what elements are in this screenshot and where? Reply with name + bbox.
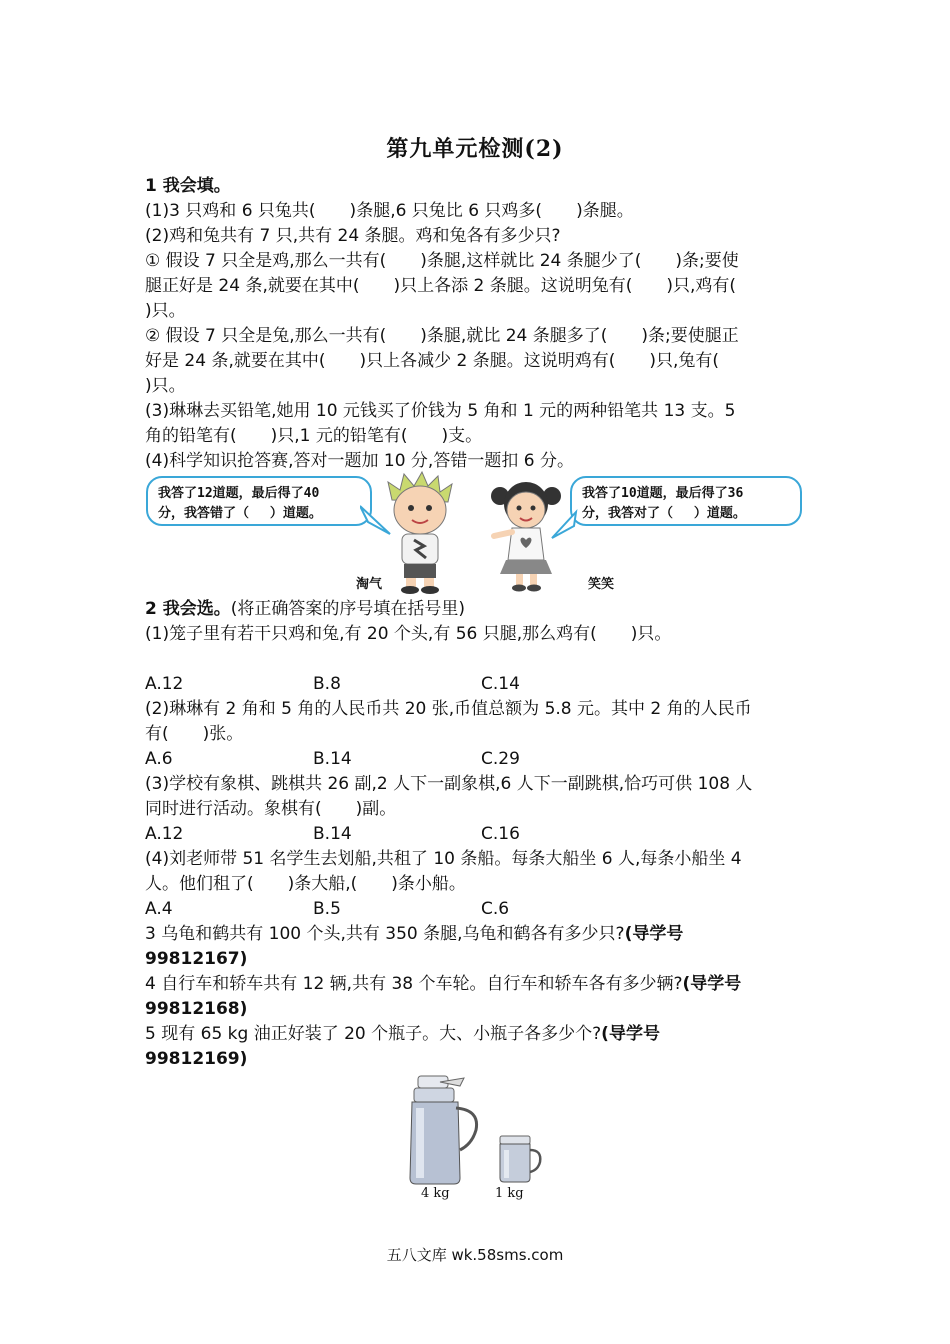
s2-q3-option-c: C.16	[481, 824, 520, 844]
s3-ref-label: (导学号	[624, 924, 684, 944]
s4-ref-number: 99812168)	[145, 999, 248, 1019]
s3-question	[145, 922, 815, 947]
bubble-girl-line1: 我答了10道题，最后得了36	[582, 486, 744, 501]
s3-text: 3 乌龟和鹤共有 100 个头,共有 350 条腿,乌龟和鹤各有多少只?	[145, 924, 625, 944]
s2-q4-option-c: C.6	[481, 899, 510, 919]
page-title: 第九单元检测(2)	[386, 136, 564, 162]
s3-ref-number: 99812167)	[145, 949, 248, 969]
s1-q3-line2: 角的铅笔有( )只,1 元的铅笔有( )支。	[145, 426, 483, 446]
s2-q1: (1)笼子里有若干只鸡和兔,有 20 个头,有 56 只腿,那么鸡有( )只。	[145, 624, 672, 644]
s2-q4-option-a: A.4	[145, 899, 173, 919]
s2-q2-option-a: A.6	[145, 749, 173, 769]
small-bottle-label: 1 kg	[495, 1186, 524, 1201]
s2-q2-option-c: C.29	[481, 749, 520, 769]
speech-bubble-boy	[146, 476, 372, 526]
speech-bubble-girl	[570, 476, 802, 526]
s5-text: 5 现有 65 kg 油正好装了 20 个瓶子。大、小瓶子各多少个?	[145, 1024, 602, 1044]
s4-ref-label: (导学号	[682, 974, 742, 994]
s2-q3-option-a: A.12	[145, 824, 184, 844]
girl-illustration	[484, 470, 568, 594]
small-bottle-illustration	[496, 1134, 546, 1184]
bubble-boy-line2: 分，我答错了（ ）道题。	[158, 506, 322, 521]
s2-q4-option-b: B.5	[313, 899, 341, 919]
s2-q3-line2: 同时进行活动。象棋有( )副。	[145, 799, 397, 819]
s2-q2-option-b: B.14	[313, 749, 352, 769]
s2-q3-line1: (3)学校有象棋、跳棋共 26 副,2 人下一副象棋,6 人下一副跳棋,恰巧可供 108 人	[145, 774, 753, 794]
s2-q2-line1: (2)琳琳有 2 角和 5 角的人民币共 20 张,币值总额为 5.8 元。其中 2 角的人民币	[145, 699, 752, 719]
section1-heading: 1 我会填。	[145, 176, 231, 196]
girl-name-label: 笑笑	[588, 577, 615, 592]
s1-q3-line1: (3)琳琳去买铅笔,她用 10 元钱买了价钱为 5 角和 1 元的两种铅笔共 13 支。5	[145, 401, 736, 421]
footer-watermark: 五八文库 wk.58sms.com	[386, 1246, 564, 1264]
boy-name-label: 淘气	[356, 577, 383, 592]
s2-q4-options	[145, 897, 815, 922]
s2-q4-line1: (4)刘老师带 51 名学生去划船,共租了 10 条船。每条大船坐 6 人,每条小船坐 4	[145, 849, 742, 869]
section2-heading	[145, 597, 815, 622]
s1-q1: (1)3 只鸡和 6 只兔共( )条腿,6 只兔比 6 只鸡多( )条腿。	[145, 201, 634, 221]
s4-question	[145, 972, 815, 997]
s2-q1-option-a: A.12	[145, 674, 184, 694]
s2-q1-option-b: B.8	[313, 674, 341, 694]
s1-q2b-line3: )只。	[145, 376, 186, 396]
s1-q2a-line2: 腿正好是 24 条,就要在其中( )只上各添 2 条腿。这说明兔有( )只,鸡有(	[145, 276, 737, 296]
s1-q4: (4)科学知识抢答赛,答对一题加 10 分,答错一题扣 6 分。	[145, 451, 574, 471]
s4-text: 4 自行车和轿车共有 12 辆,共有 38 个车轮。自行车和轿车各有多少辆?	[145, 974, 683, 994]
s2-q1-option-c: C.14	[481, 674, 520, 694]
s1-q2a-line3: )只。	[145, 301, 186, 321]
big-bottle-label: 4 kg	[421, 1186, 450, 1201]
bubble-boy-line1: 我答了12道题，最后得了40	[158, 486, 320, 501]
section2-note: (将正确答案的序号填在括号里)	[230, 599, 466, 619]
s2-q2-line2: 有( )张。	[145, 724, 244, 744]
s1-q2: (2)鸡和兔共有 7 只,共有 24 条腿。鸡和兔各有多少只?	[145, 226, 561, 246]
s1-q2b-line1: ② 假设 7 只全是兔,那么一共有( )条腿,就比 24 条腿多了( )条;要使腿正	[145, 326, 739, 346]
s2-q1-options	[145, 672, 815, 697]
bubble-girl-line2: 分，我答对了（ ）道题。	[582, 506, 746, 521]
big-bottle-illustration	[400, 1074, 490, 1186]
s5-question	[145, 1022, 815, 1047]
s1-q2a-line1: ① 假设 7 只全是鸡,那么一共有( )条腿,这样就比 24 条腿少了( )条;要使	[145, 251, 739, 271]
s1-q2b-line2: 好是 24 条,就要在其中( )只上各减少 2 条腿。这说明鸡有( )只,兔有(	[145, 351, 720, 371]
s2-q3-options	[145, 822, 815, 847]
s5-ref-number: 99812169)	[145, 1049, 248, 1069]
section2-title: 2 我会选。	[145, 599, 231, 619]
s2-q2-options	[145, 747, 815, 772]
boy-illustration	[378, 470, 462, 594]
s5-ref-label: (导学号	[601, 1024, 660, 1044]
s2-q4-line2: 人。他们租了( )条大船,( )条小船。	[145, 874, 466, 894]
s2-q3-option-b: B.14	[313, 824, 352, 844]
